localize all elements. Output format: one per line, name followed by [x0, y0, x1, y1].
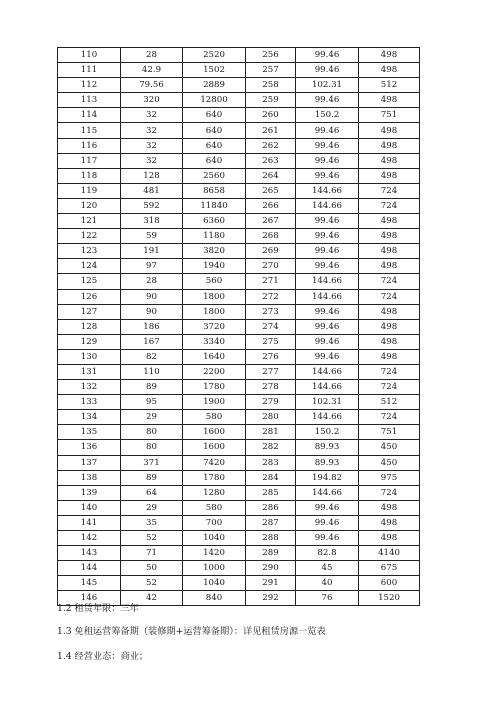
table-cell: 144.66 [296, 183, 359, 198]
table-row [58, 561, 420, 576]
table-cell: 751 [359, 425, 420, 440]
table-row [58, 349, 420, 364]
table-cell: 99.46 [296, 168, 359, 183]
table-cell: 284 [246, 470, 296, 485]
table-cell: 82 [121, 349, 183, 364]
table-cell: 99.46 [296, 48, 359, 63]
table-cell: 277 [246, 364, 296, 379]
table-cell: 32 [121, 138, 183, 153]
table-cell: 52 [121, 576, 183, 591]
table-row [58, 48, 420, 63]
table-row [58, 485, 420, 500]
table-cell: 975 [359, 470, 420, 485]
table-cell: 498 [359, 515, 420, 530]
table-cell: 150.2 [296, 108, 359, 123]
table-cell: 80 [121, 425, 183, 440]
table-cell: 99.46 [296, 500, 359, 515]
table-cell: 99.46 [296, 229, 359, 244]
table-cell: 281 [246, 425, 296, 440]
table-cell: 144 [58, 561, 121, 576]
table-cell: 285 [246, 485, 296, 500]
table-cell: 3340 [183, 334, 246, 349]
free-period-line: 1.3 免租运营筹备期（装修期+运营筹备期）：详见租赁房源一览表 [57, 626, 326, 637]
table-cell: 269 [246, 244, 296, 259]
table-cell: 1000 [183, 561, 246, 576]
table-cell: 95 [121, 395, 183, 410]
table-cell: 261 [246, 123, 296, 138]
table-cell: 82.8 [296, 546, 359, 561]
table-cell: 28 [121, 48, 183, 63]
table-cell: 121 [58, 214, 121, 229]
table-cell: 115 [58, 123, 121, 138]
table-cell: 2889 [183, 78, 246, 93]
table-row [58, 214, 420, 229]
table-cell: 130 [58, 349, 121, 364]
table-cell: 1780 [183, 470, 246, 485]
table-cell: 260 [246, 108, 296, 123]
table-cell: 42.9 [121, 63, 183, 78]
table-cell: 99.46 [296, 304, 359, 319]
table-cell: 125 [58, 274, 121, 289]
table-cell: 272 [246, 289, 296, 304]
table-cell: 45 [296, 561, 359, 576]
table-row [58, 168, 420, 183]
table-cell: 99.46 [296, 93, 359, 108]
table-cell: 102.31 [296, 395, 359, 410]
table-cell: 167 [121, 334, 183, 349]
table-cell: 700 [183, 515, 246, 530]
table-row [58, 259, 420, 274]
table-cell: 498 [359, 500, 420, 515]
table-row [58, 304, 420, 319]
table-cell: 724 [359, 364, 420, 379]
table-cell: 120 [58, 198, 121, 213]
table-cell: 257 [246, 63, 296, 78]
table-cell: 144.66 [296, 274, 359, 289]
table-cell: 134 [58, 410, 121, 425]
table-cell: 1940 [183, 259, 246, 274]
table-cell: 7420 [183, 455, 246, 470]
table-cell: 50 [121, 561, 183, 576]
table-cell: 1180 [183, 229, 246, 244]
table-cell: 32 [121, 153, 183, 168]
table-cell: 498 [359, 93, 420, 108]
table-cell: 99.46 [296, 349, 359, 364]
table-row [58, 515, 420, 530]
table-cell: 264 [246, 168, 296, 183]
table-cell: 99.46 [296, 334, 359, 349]
table-cell: 320 [121, 93, 183, 108]
table-row [58, 470, 420, 485]
table-row [58, 440, 420, 455]
table-cell: 318 [121, 214, 183, 229]
table-cell: 498 [359, 531, 420, 546]
table-cell: 135 [58, 425, 121, 440]
table-cell: 1040 [183, 531, 246, 546]
table-cell: 90 [121, 289, 183, 304]
table-cell: 266 [246, 198, 296, 213]
table-cell: 79.56 [121, 78, 183, 93]
rental-table [57, 47, 420, 606]
table-cell: 89.93 [296, 440, 359, 455]
table-cell: 59 [121, 229, 183, 244]
table-cell: 276 [246, 349, 296, 364]
table-cell: 29 [121, 410, 183, 425]
table-cell: 256 [246, 48, 296, 63]
table-cell: 64 [121, 485, 183, 500]
table-cell: 498 [359, 48, 420, 63]
table-cell: 498 [359, 123, 420, 138]
table-cell: 259 [246, 93, 296, 108]
table-cell: 119 [58, 183, 121, 198]
table-cell: 371 [121, 455, 183, 470]
table-cell: 481 [121, 183, 183, 198]
table-cell: 1600 [183, 440, 246, 455]
table-cell: 128 [121, 168, 183, 183]
table-cell: 498 [359, 229, 420, 244]
table-cell: 128 [58, 319, 121, 334]
table-row [58, 123, 420, 138]
table-cell: 97 [121, 259, 183, 274]
table-row [58, 229, 420, 244]
table-cell: 258 [246, 78, 296, 93]
table-cell: 116 [58, 138, 121, 153]
table-cell: 3820 [183, 244, 246, 259]
table-row [58, 576, 420, 591]
table-cell: 1900 [183, 395, 246, 410]
table-cell: 29 [121, 500, 183, 515]
table-cell: 118 [58, 168, 121, 183]
table-cell: 1780 [183, 380, 246, 395]
table-row [58, 546, 420, 561]
table-cell: 287 [246, 515, 296, 530]
table-row [58, 78, 420, 93]
table-cell: 89.93 [296, 455, 359, 470]
table-cell: 274 [246, 319, 296, 334]
table-row [58, 63, 420, 78]
table-cell: 76 [296, 591, 359, 606]
table-row [58, 410, 420, 425]
table-cell: 265 [246, 183, 296, 198]
table-cell: 292 [246, 591, 296, 606]
table-row [58, 531, 420, 546]
table-cell: 2520 [183, 48, 246, 63]
table-cell: 71 [121, 546, 183, 561]
table-cell: 80 [121, 440, 183, 455]
table-cell: 122 [58, 229, 121, 244]
table-cell: 498 [359, 304, 420, 319]
table-cell: 126 [58, 289, 121, 304]
table-cell: 498 [359, 349, 420, 364]
table-row [58, 334, 420, 349]
table-row [58, 425, 420, 440]
table-cell: 268 [246, 229, 296, 244]
table-cell: 6360 [183, 214, 246, 229]
table-cell: 32 [121, 108, 183, 123]
table-row [58, 274, 420, 289]
table-cell: 132 [58, 380, 121, 395]
table-cell: 99.46 [296, 63, 359, 78]
table-row [58, 319, 420, 334]
table-cell: 275 [246, 334, 296, 349]
table-cell: 89 [121, 470, 183, 485]
table-cell: 498 [359, 153, 420, 168]
table-cell: 28 [121, 274, 183, 289]
table-cell: 124 [58, 259, 121, 274]
table-cell: 186 [121, 319, 183, 334]
table-row [58, 380, 420, 395]
table-cell: 283 [246, 455, 296, 470]
table-cell: 1280 [183, 485, 246, 500]
table-row [58, 289, 420, 304]
table-cell: 1420 [183, 546, 246, 561]
table-cell: 1600 [183, 425, 246, 440]
table-cell: 724 [359, 289, 420, 304]
table-cell: 724 [359, 183, 420, 198]
table-cell: 143 [58, 546, 121, 561]
table-cell: 144.66 [296, 485, 359, 500]
table-cell: 42 [121, 591, 183, 606]
table-cell: 99.46 [296, 153, 359, 168]
table-cell: 2560 [183, 168, 246, 183]
table-cell: 144.66 [296, 364, 359, 379]
table-row [58, 455, 420, 470]
table-cell: 141 [58, 515, 121, 530]
table-row [58, 364, 420, 379]
table-cell: 751 [359, 108, 420, 123]
table-cell: 675 [359, 561, 420, 576]
table-row [58, 500, 420, 515]
table-cell: 600 [359, 576, 420, 591]
table-cell: 137 [58, 455, 121, 470]
table-cell: 512 [359, 395, 420, 410]
table-cell: 1640 [183, 349, 246, 364]
table-cell: 144.66 [296, 410, 359, 425]
lease-term-line: 1.2 租赁年限：三年 [57, 603, 139, 614]
table-cell: 498 [359, 63, 420, 78]
table-cell: 1520 [359, 591, 420, 606]
table-cell: 560 [183, 274, 246, 289]
table-cell: 139 [58, 485, 121, 500]
table-cell: 498 [359, 319, 420, 334]
table-cell: 99.46 [296, 123, 359, 138]
table-cell: 144.66 [296, 380, 359, 395]
table-cell: 271 [246, 274, 296, 289]
table-cell: 99.46 [296, 138, 359, 153]
table-cell: 640 [183, 123, 246, 138]
table-cell: 262 [246, 138, 296, 153]
table-cell: 138 [58, 470, 121, 485]
table-cell: 99.46 [296, 515, 359, 530]
table-cell: 40 [296, 576, 359, 591]
table-cell: 498 [359, 259, 420, 274]
table-cell: 129 [58, 334, 121, 349]
table-cell: 1040 [183, 576, 246, 591]
table-row [58, 395, 420, 410]
table-cell: 145 [58, 576, 121, 591]
table-row [58, 108, 420, 123]
table-cell: 99.46 [296, 319, 359, 334]
table-cell: 102.31 [296, 78, 359, 93]
table-cell: 1502 [183, 63, 246, 78]
table-cell: 279 [246, 395, 296, 410]
table-row [58, 183, 420, 198]
table-cell: 90 [121, 304, 183, 319]
table-cell: 840 [183, 591, 246, 606]
table-cell: 99.46 [296, 214, 359, 229]
table-cell: 640 [183, 108, 246, 123]
table-cell: 592 [121, 198, 183, 213]
table-cell: 291 [246, 576, 296, 591]
table-row [58, 198, 420, 213]
table-cell: 724 [359, 380, 420, 395]
table-cell: 32 [121, 123, 183, 138]
table-cell: 512 [359, 78, 420, 93]
table-cell: 263 [246, 153, 296, 168]
table-cell: 146 [58, 591, 121, 606]
table-cell: 498 [359, 214, 420, 229]
table-cell: 3720 [183, 319, 246, 334]
table-cell: 144.66 [296, 289, 359, 304]
table-cell: 288 [246, 531, 296, 546]
table-cell: 289 [246, 546, 296, 561]
table-cell: 110 [121, 364, 183, 379]
table-cell: 273 [246, 304, 296, 319]
table-cell: 191 [121, 244, 183, 259]
table-cell: 724 [359, 410, 420, 425]
table-cell: 144.66 [296, 198, 359, 213]
table-cell: 290 [246, 561, 296, 576]
table-row [58, 153, 420, 168]
table-cell: 450 [359, 455, 420, 470]
table-cell: 450 [359, 440, 420, 455]
table-cell: 142 [58, 531, 121, 546]
table-cell: 8658 [183, 183, 246, 198]
table-cell: 278 [246, 380, 296, 395]
table-cell: 111 [58, 63, 121, 78]
table-cell: 270 [246, 259, 296, 274]
table-cell: 267 [246, 214, 296, 229]
table-cell: 640 [183, 153, 246, 168]
table-cell: 2200 [183, 364, 246, 379]
table-cell: 194.82 [296, 470, 359, 485]
table-row [58, 93, 420, 108]
table-cell: 133 [58, 395, 121, 410]
table-cell: 99.46 [296, 244, 359, 259]
table-cell: 99.46 [296, 531, 359, 546]
table-cell: 112 [58, 78, 121, 93]
table-cell: 282 [246, 440, 296, 455]
table-cell: 498 [359, 334, 420, 349]
table-cell: 12800 [183, 93, 246, 108]
table-cell: 498 [359, 244, 420, 259]
table-cell: 131 [58, 364, 121, 379]
table-cell: 11840 [183, 198, 246, 213]
table-cell: 35 [121, 515, 183, 530]
table-cell: 140 [58, 500, 121, 515]
table-cell: 4140 [359, 546, 420, 561]
table-cell: 150.2 [296, 425, 359, 440]
table-cell: 113 [58, 93, 121, 108]
table-cell: 123 [58, 244, 121, 259]
business-type-line: 1.4 经营业态：商业； [57, 651, 149, 662]
table-cell: 286 [246, 500, 296, 515]
table-cell: 99.46 [296, 259, 359, 274]
table-cell: 724 [359, 485, 420, 500]
table-cell: 280 [246, 410, 296, 425]
table-cell: 580 [183, 410, 246, 425]
rental-table-body [58, 48, 420, 606]
table-cell: 117 [58, 153, 121, 168]
table-cell: 498 [359, 138, 420, 153]
table-cell: 136 [58, 440, 121, 455]
table-cell: 724 [359, 274, 420, 289]
table-row [58, 244, 420, 259]
table-row [58, 138, 420, 153]
table-cell: 114 [58, 108, 121, 123]
table-cell: 110 [58, 48, 121, 63]
table-cell: 1800 [183, 289, 246, 304]
table-cell: 1800 [183, 304, 246, 319]
table-cell: 580 [183, 500, 246, 515]
table-cell: 640 [183, 138, 246, 153]
table-cell: 498 [359, 168, 420, 183]
table-cell: 127 [58, 304, 121, 319]
table-cell: 724 [359, 198, 420, 213]
table-cell: 52 [121, 531, 183, 546]
table-cell: 89 [121, 380, 183, 395]
